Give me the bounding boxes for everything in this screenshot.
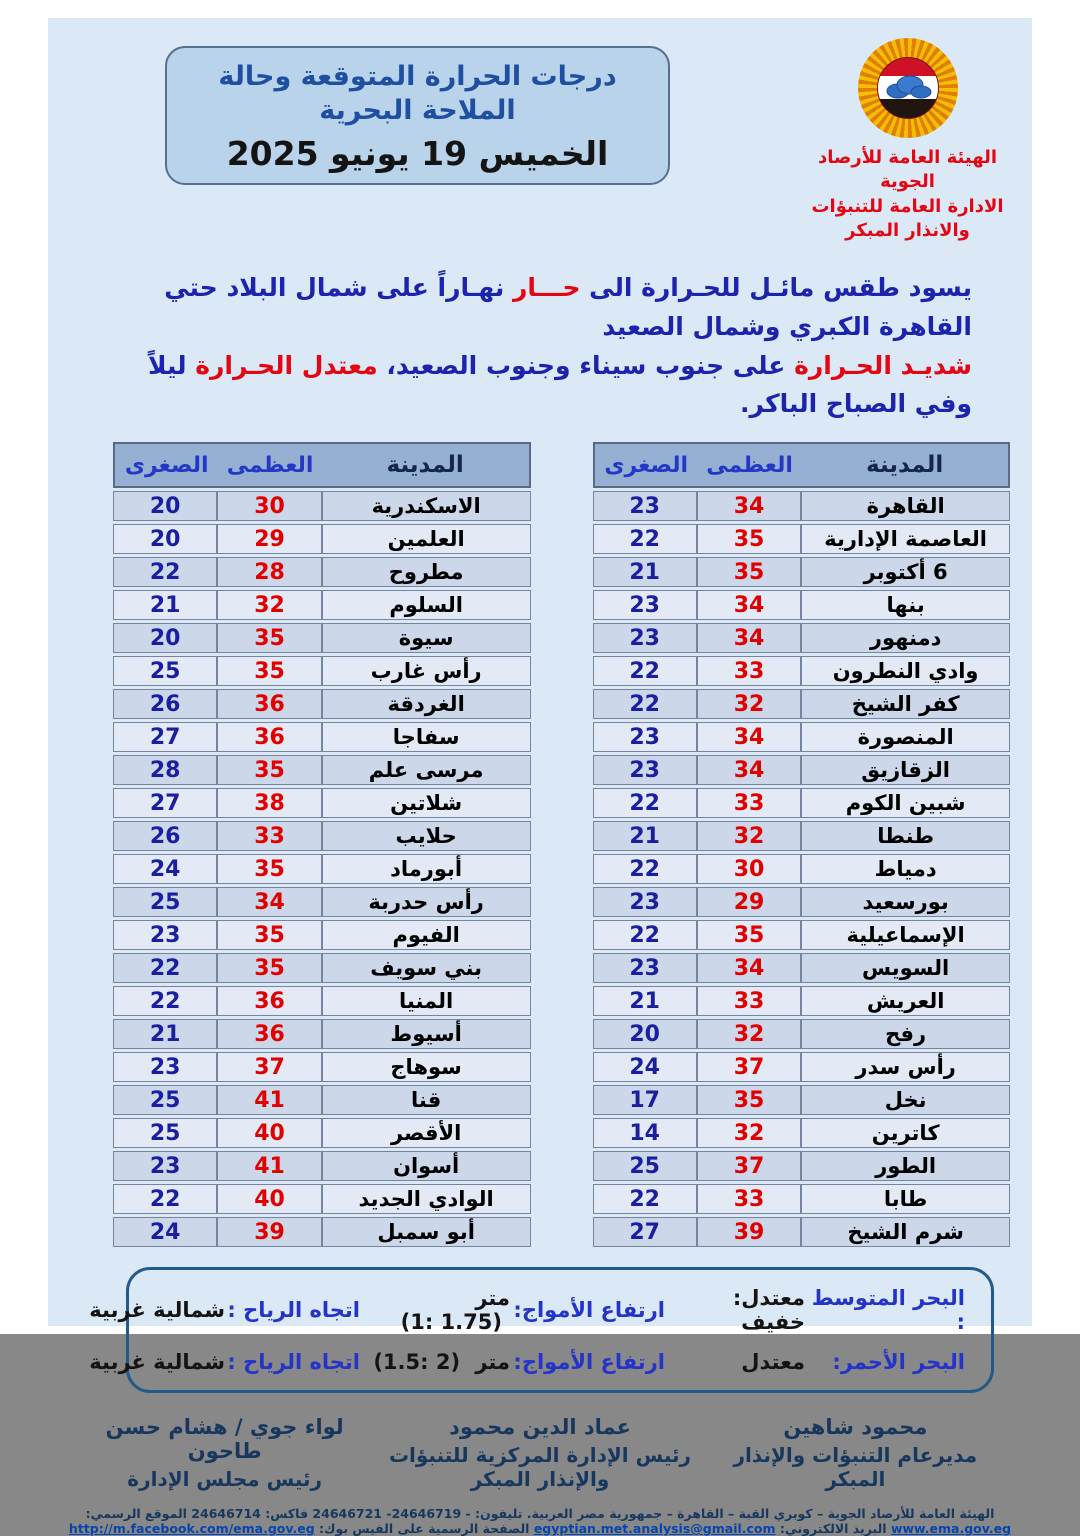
- summary-segment: حـــار: [513, 273, 581, 303]
- email-link[interactable]: egyptian.met.analysis@gmail.com: [533, 1521, 776, 1536]
- table-row: [113, 656, 531, 686]
- max-temp-cell: 36: [217, 986, 321, 1016]
- signatory: [709, 1415, 1002, 1491]
- max-temp-cell: 34: [697, 491, 801, 521]
- city-cell: أبورماد: [322, 854, 531, 884]
- city-cell: الزقازيق: [801, 755, 1010, 785]
- max-temp-cell: 35: [217, 755, 321, 785]
- min-temp-cell: 20: [113, 524, 217, 554]
- min-temp-cell: 20: [593, 1019, 697, 1049]
- min-temp-cell: 20: [113, 623, 217, 653]
- min-temp-cell: 24: [593, 1052, 697, 1082]
- max-temp-cell: 39: [217, 1217, 321, 1247]
- table-row: [593, 1019, 1011, 1049]
- page-header: [48, 38, 1032, 243]
- max-temp-cell: 30: [697, 854, 801, 884]
- weather-summary: [108, 269, 972, 424]
- min-temp-cell: 25: [593, 1151, 697, 1181]
- table-row: [113, 1184, 531, 1214]
- city-cell: المنيا: [322, 986, 531, 1016]
- max-temp-cell: 37: [697, 1151, 801, 1181]
- max-temp-cell: 32: [697, 821, 801, 851]
- table-row: [113, 953, 531, 983]
- table-row: [593, 986, 1011, 1016]
- wind-direction-label: اتجاه الرياح :: [227, 1298, 360, 1323]
- max-temp-cell: 36: [217, 689, 321, 719]
- table-row: [113, 722, 531, 752]
- table-row: [593, 755, 1011, 785]
- min-temp-cell: 27: [593, 1217, 697, 1247]
- min-temp-cell: 22: [593, 656, 697, 686]
- table-body: [113, 491, 531, 1247]
- title-wrap: [48, 38, 787, 185]
- agency-brand: [787, 38, 1022, 243]
- table-row: [113, 887, 531, 917]
- max-temp-cell: 28: [217, 557, 321, 587]
- cloud-icon: [882, 72, 936, 106]
- logo-globe: [877, 57, 939, 119]
- signatory-title: رئيس الإدارة المركزية للتنبؤات والإنذار المبكر: [388, 1443, 692, 1492]
- city-cell: طابا: [801, 1184, 1010, 1214]
- sea-name-label: البحر المتوسط :: [811, 1286, 965, 1335]
- max-temp-cell: 33: [697, 986, 801, 1016]
- max-temp-cell: 35: [697, 557, 801, 587]
- min-temp-cell: 22: [113, 953, 217, 983]
- min-temp-cell: 22: [593, 854, 697, 884]
- min-temp-cell: 25: [113, 1085, 217, 1115]
- forecast-table-coast-upper-egypt: [113, 442, 531, 1247]
- min-temp-cell: 22: [113, 557, 217, 587]
- table-row: [593, 1217, 1011, 1247]
- table-row: [593, 1118, 1011, 1148]
- wave-unit: متر: [475, 1286, 510, 1311]
- wave-height-value: [360, 1350, 510, 1374]
- city-cell: الإسماعيلية: [801, 920, 1010, 950]
- table-row: [113, 986, 531, 1016]
- city-cell: بورسعيد: [801, 887, 1010, 917]
- min-temp-cell: 22: [593, 788, 697, 818]
- table-row: [113, 623, 531, 653]
- min-temp-cell: 26: [113, 689, 217, 719]
- min-temp-cell: 23: [593, 623, 697, 653]
- temperature-tables: [48, 442, 1032, 1247]
- facebook-link[interactable]: http://m.facebook.com/ema.gov.eg: [68, 1521, 315, 1536]
- sea-name-label: البحر الأحمر:: [832, 1350, 965, 1375]
- city-cell: سوهاج: [322, 1052, 531, 1082]
- table-row: [593, 821, 1011, 851]
- city-cell: شرم الشيخ: [801, 1217, 1010, 1247]
- min-temp-cell: 25: [113, 887, 217, 917]
- marine-conditions-box: [89, 1267, 994, 1393]
- city-cell: سيوة: [322, 623, 531, 653]
- min-temp-cell: 27: [113, 788, 217, 818]
- min-temp-cell: 23: [593, 953, 697, 983]
- max-temp-cell: 32: [697, 689, 801, 719]
- signatory-name: لواء جوي / هشام حسن طاحون: [105, 1415, 344, 1464]
- wind-direction-label: اتجاه الرياح :: [227, 1350, 360, 1375]
- max-temp-cell: 36: [217, 1019, 321, 1049]
- city-cell: السويس: [801, 953, 1010, 983]
- max-temp-cell: 40: [217, 1184, 321, 1214]
- signatory-title: رئيس مجلس الإدارة: [127, 1467, 323, 1492]
- table-row: [593, 1085, 1011, 1115]
- table-row: [113, 755, 531, 785]
- table-row: [113, 821, 531, 851]
- city-cell: كاترين: [801, 1118, 1010, 1148]
- min-temp-cell: 23: [593, 755, 697, 785]
- max-temp-cell: 38: [217, 788, 321, 818]
- wind-direction-value: شمالية غربية: [89, 1350, 225, 1375]
- min-temp-cell: 27: [113, 722, 217, 752]
- table-row: [593, 887, 1011, 917]
- summary-segment: شديـد الحـرارة: [794, 350, 972, 380]
- table-row: [113, 1217, 531, 1247]
- org-address-phone: الهيئة العامة للأرصاد الجوية – كوبري القبة – القاهرة – جمهورية مصر العربية. تليفون: - 24646719- 24646721 فاكس: 24646714 الموقع الرسمي:: [85, 1506, 995, 1522]
- summary-segment: معتدل الحـرارة: [195, 350, 378, 380]
- min-temp-cell: 24: [113, 1217, 217, 1247]
- city-cell: الاسكندرية: [322, 491, 531, 521]
- city-cell: القاهرة: [801, 491, 1010, 521]
- max-temp-cell: 37: [697, 1052, 801, 1082]
- max-temp-cell: 29: [697, 887, 801, 917]
- signatory: [371, 1415, 708, 1491]
- max-temp-cell: 34: [697, 755, 801, 785]
- min-temp-cell: 21: [113, 590, 217, 620]
- max-temp-cell: 33: [697, 656, 801, 686]
- table-row: [113, 788, 531, 818]
- min-temp-cell: 22: [593, 1184, 697, 1214]
- max-temp-cell: 34: [217, 887, 321, 917]
- column-header-city: المدينة: [386, 452, 464, 479]
- max-temp-cell: 37: [217, 1052, 321, 1082]
- column-header-min: الصغرى: [604, 452, 689, 478]
- table-row: [593, 1052, 1011, 1082]
- city-cell: الفيوم: [322, 920, 531, 950]
- max-temp-cell: 32: [217, 590, 321, 620]
- meteorological-authority-logo: [858, 38, 958, 138]
- city-cell: طنطا: [801, 821, 1010, 851]
- summary-line-2: [108, 347, 972, 425]
- forecast-sheet: [48, 18, 1032, 1536]
- max-temp-cell: 35: [697, 524, 801, 554]
- min-temp-cell: 23: [113, 1151, 217, 1181]
- city-cell: وادي النطرون: [801, 656, 1010, 686]
- page-title: درجات الحرارة المتوقعة وحالة الملاحة البحرية: [218, 61, 617, 126]
- forecast-table-cairo-delta-sinai: [593, 442, 1011, 1247]
- table-row: [113, 920, 531, 950]
- city-cell: شبين الكوم: [801, 788, 1010, 818]
- min-temp-cell: 23: [593, 491, 697, 521]
- min-temp-cell: 28: [113, 755, 217, 785]
- min-temp-cell: 24: [113, 854, 217, 884]
- max-temp-cell: 35: [217, 656, 321, 686]
- signatory: [78, 1415, 371, 1491]
- table-row: [113, 1052, 531, 1082]
- summary-line-1: [108, 269, 972, 347]
- min-temp-cell: 21: [593, 821, 697, 851]
- max-temp-cell: 33: [217, 821, 321, 851]
- wave-range: (1: 1.75): [400, 1310, 502, 1335]
- city-cell: أبو سمبل: [322, 1217, 531, 1247]
- city-cell: سفاجا: [322, 722, 531, 752]
- table-row: [593, 953, 1011, 983]
- table-row: [593, 623, 1011, 653]
- min-temp-cell: 23: [113, 1052, 217, 1082]
- max-temp-cell: 35: [697, 920, 801, 950]
- max-temp-cell: 34: [697, 590, 801, 620]
- table-row: [593, 491, 1011, 521]
- max-temp-cell: 32: [697, 1118, 801, 1148]
- table-row: [113, 1019, 531, 1049]
- agency-department: الادارة العامة للتنبؤات والانذار المبكر: [811, 195, 1004, 241]
- min-temp-cell: 23: [113, 920, 217, 950]
- signatory-title: مديرعام التنبؤات والإنذار المبكر: [733, 1443, 978, 1492]
- summary-segment: على جنوب سيناء وجنوب الصعيد،: [377, 350, 795, 380]
- website-link[interactable]: www.ema.gov.eg: [890, 1521, 1012, 1536]
- sea-condition-row: [89, 1286, 965, 1335]
- max-temp-cell: 35: [217, 920, 321, 950]
- city-cell: بنها: [801, 590, 1010, 620]
- title-box: [165, 46, 670, 185]
- city-cell: الغردقة: [322, 689, 531, 719]
- table-row: [113, 1151, 531, 1181]
- min-temp-cell: 25: [113, 1118, 217, 1148]
- table-row: [113, 689, 531, 719]
- max-temp-cell: 34: [697, 623, 801, 653]
- table-header: [113, 442, 531, 488]
- city-cell: نخل: [801, 1085, 1010, 1115]
- table-row: [113, 557, 531, 587]
- signatories: [48, 1415, 1032, 1491]
- min-temp-cell: 23: [593, 722, 697, 752]
- city-cell: العريش: [801, 986, 1010, 1016]
- min-temp-cell: 22: [113, 986, 217, 1016]
- table-row: [113, 590, 531, 620]
- city-cell: قنا: [322, 1085, 531, 1115]
- city-cell: الوادي الجديد: [322, 1184, 531, 1214]
- min-temp-cell: 23: [593, 887, 697, 917]
- max-temp-cell: 36: [217, 722, 321, 752]
- summary-segment: نهـاراً على شمال البلاد حتي القاهرة الكبري وشمال الصعيد: [164, 273, 972, 341]
- wind-direction-value: شمالية غربية: [89, 1298, 225, 1323]
- min-temp-cell: 25: [113, 656, 217, 686]
- min-temp-cell: 22: [593, 920, 697, 950]
- max-temp-cell: 32: [697, 1019, 801, 1049]
- table-row: [593, 557, 1011, 587]
- signatory-name: عماد الدين محمود: [449, 1415, 631, 1440]
- table-row: [113, 524, 531, 554]
- summary-segment: يسود طقس مائـل للحـرارة الى: [580, 273, 972, 303]
- max-temp-cell: 29: [217, 524, 321, 554]
- table-row: [593, 689, 1011, 719]
- facebook-label: الصفحة الرسمية على الفيس بوك:: [314, 1521, 530, 1536]
- max-temp-cell: 34: [697, 953, 801, 983]
- city-cell: رفح: [801, 1019, 1010, 1049]
- wave-height-label: ارتفاع الأمواج:: [513, 1350, 665, 1375]
- max-temp-cell: 30: [217, 491, 321, 521]
- city-cell: العاصمة الإدارية: [801, 524, 1010, 554]
- city-cell: مرسى علم: [322, 755, 531, 785]
- min-temp-cell: 14: [593, 1118, 697, 1148]
- column-header-city: المدينة: [866, 452, 944, 479]
- city-cell: شلاتين: [322, 788, 531, 818]
- city-cell: أسيوط: [322, 1019, 531, 1049]
- city-cell: حلايب: [322, 821, 531, 851]
- max-temp-cell: 35: [697, 1085, 801, 1115]
- min-temp-cell: 23: [593, 590, 697, 620]
- city-cell: الأقصر: [322, 1118, 531, 1148]
- min-temp-cell: 22: [113, 1184, 217, 1214]
- city-cell: دمياط: [801, 854, 1010, 884]
- table-row: [593, 920, 1011, 950]
- min-temp-cell: 21: [593, 986, 697, 1016]
- min-temp-cell: 21: [113, 1019, 217, 1049]
- contact-line: [48, 1506, 1032, 1536]
- min-temp-cell: 20: [113, 491, 217, 521]
- max-temp-cell: 35: [217, 854, 321, 884]
- city-cell: دمنهور: [801, 623, 1010, 653]
- max-temp-cell: 35: [217, 623, 321, 653]
- wave-height-label: ارتفاع الأمواج:: [513, 1298, 665, 1323]
- max-temp-cell: 39: [697, 1217, 801, 1247]
- city-cell: المنصورة: [801, 722, 1010, 752]
- table-header: [593, 442, 1011, 488]
- min-temp-cell: 26: [113, 821, 217, 851]
- table-row: [113, 1085, 531, 1115]
- min-temp-cell: 22: [593, 524, 697, 554]
- wave-unit: متر: [475, 1350, 510, 1375]
- table-row: [593, 524, 1011, 554]
- table-row: [593, 1151, 1011, 1181]
- table-row: [593, 788, 1011, 818]
- column-header-max: العظمى: [706, 452, 793, 478]
- forecast-date: الخميس 19 يونيو 2025: [226, 133, 609, 173]
- city-cell: السلوم: [322, 590, 531, 620]
- table-row: [593, 590, 1011, 620]
- table-row: [113, 491, 531, 521]
- table-row: [113, 854, 531, 884]
- signatory-name: محمود شاهين: [783, 1415, 928, 1440]
- table-row: [593, 854, 1011, 884]
- city-cell: رأس حدربة: [322, 887, 531, 917]
- max-temp-cell: 41: [217, 1151, 321, 1181]
- max-temp-cell: 41: [217, 1085, 321, 1115]
- table-row: [113, 1118, 531, 1148]
- table-row: [593, 722, 1011, 752]
- table-row: [593, 656, 1011, 686]
- city-cell: العلمين: [322, 524, 531, 554]
- sea-condition-row: [89, 1350, 965, 1375]
- column-header-min: الصغرى: [124, 452, 209, 478]
- table-row: [593, 1184, 1011, 1214]
- max-temp-cell: 33: [697, 788, 801, 818]
- wave-range: (1.5: 2): [373, 1350, 461, 1375]
- city-cell: بني سويف: [322, 953, 531, 983]
- max-temp-cell: 33: [697, 1184, 801, 1214]
- agency-name: الهيئة العامة للأرصاد الجوية: [817, 147, 998, 193]
- min-temp-cell: 17: [593, 1085, 697, 1115]
- min-temp-cell: 21: [593, 557, 697, 587]
- wave-height-value: [360, 1286, 510, 1334]
- summary-segment: ليلاً وفي الصباح الباكر.: [148, 350, 972, 419]
- min-temp-cell: 22: [593, 689, 697, 719]
- sea-state-value: معتدل: [741, 1350, 805, 1375]
- city-cell: رأس غارب: [322, 656, 531, 686]
- sea-state-value: معتدل: خفيف: [732, 1286, 805, 1335]
- city-cell: رأس سدر: [801, 1052, 1010, 1082]
- column-header-max: العظمى: [226, 452, 314, 478]
- max-temp-cell: 40: [217, 1118, 321, 1148]
- city-cell: 6 أكتوبر: [801, 557, 1010, 587]
- city-cell: كفر الشيخ: [801, 689, 1010, 719]
- city-cell: الطور: [801, 1151, 1010, 1181]
- max-temp-cell: 34: [697, 722, 801, 752]
- city-cell: أسوان: [322, 1151, 531, 1181]
- table-body: [593, 491, 1011, 1247]
- max-temp-cell: 35: [217, 953, 321, 983]
- email-label: البريد الالكتروني:: [775, 1521, 887, 1536]
- city-cell: مطروح: [322, 557, 531, 587]
